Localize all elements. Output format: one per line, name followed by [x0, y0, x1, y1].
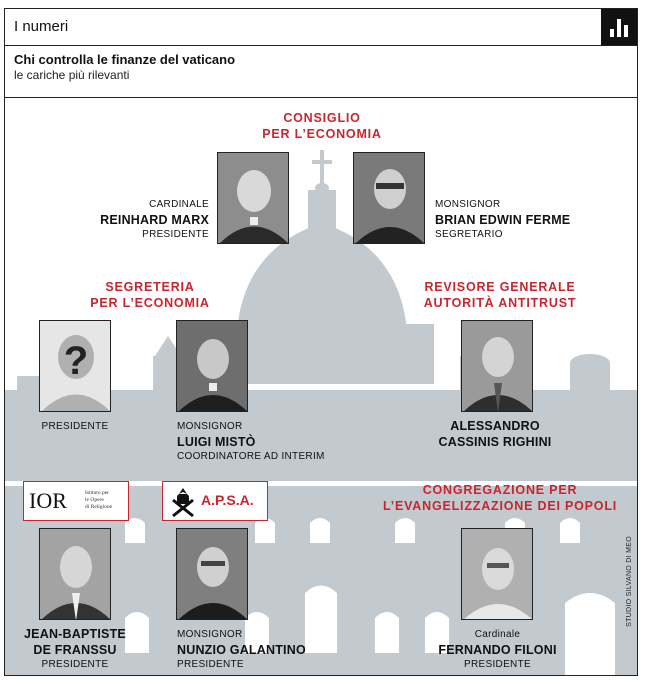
photo-nunzio-galantino	[176, 528, 248, 620]
label-brian-edwin-ferme: MONSIGNOR BRIAN EDWIN FERME SEGRETARIO	[435, 199, 571, 240]
unknown-mark: ?	[63, 339, 89, 383]
org-diagram	[5, 98, 637, 676]
photo-luigi-misto	[176, 320, 248, 412]
label-jean-baptiste-de-franssu: JEAN-BAPTISTE DE FRANSSU PRESIDENTE	[24, 627, 126, 670]
graphic-title: Chi controlla le finanze del vaticano	[14, 52, 236, 67]
label-nunzio-galantino: MONSIGNOR NUNZIO GALANTINO PRESIDENTE	[177, 629, 306, 670]
graphic-header	[5, 46, 637, 98]
infographic-card	[4, 8, 638, 676]
top-bar	[5, 9, 637, 46]
label-luigi-misto: MONSIGNOR LUIGI MISTÒ COORDINATORE AD INTERIM	[177, 421, 325, 462]
section-segreteria: SEGRETERIA PER L’ECONOMIA	[90, 280, 210, 310]
section-revisore: REVISORE GENERALE AUTORITÀ ANTITRUST	[423, 280, 577, 310]
photo-alessandro-cassinis-righini	[461, 320, 533, 412]
photo-reinhard-marx	[217, 152, 289, 244]
label-reinhard-marx: CARDINALE REINHARD MARX PRESIDENTE	[100, 199, 209, 240]
label-alessandro-cassinis-righini: ALESSANDRO CASSINIS RIGHINI	[438, 419, 552, 449]
photo-jean-baptiste-de-franssu	[39, 528, 111, 620]
photo-brian-edwin-ferme	[353, 152, 425, 244]
section-consiglio: CONSIGLIO PER L’ECONOMIA	[262, 111, 382, 141]
photo-fernando-filoni	[461, 528, 533, 620]
graphic-subtitle: le cariche più rilevanti	[14, 68, 130, 82]
section-title: I numeri	[14, 18, 69, 35]
apsa-logo: A.P.S.A.	[162, 481, 268, 521]
bar-chart-icon[interactable]	[601, 9, 637, 45]
label-fernando-filoni: Cardinale FERNANDO FILONI PRESIDENTE	[438, 629, 557, 670]
papal-keys-icon	[169, 486, 197, 518]
ior-logo: IOR Istituto per le Opere di Religione	[23, 481, 129, 521]
label-unknown-president: PRESIDENTE	[41, 421, 109, 432]
photo-credit: STUDIO SILVANO DI MEO	[626, 536, 633, 627]
photo-unknown-person	[39, 320, 111, 412]
section-congregazione: CONGREGAZIONE PER L’EVANGELIZZAZIONE DEI POPOLI	[382, 483, 618, 513]
